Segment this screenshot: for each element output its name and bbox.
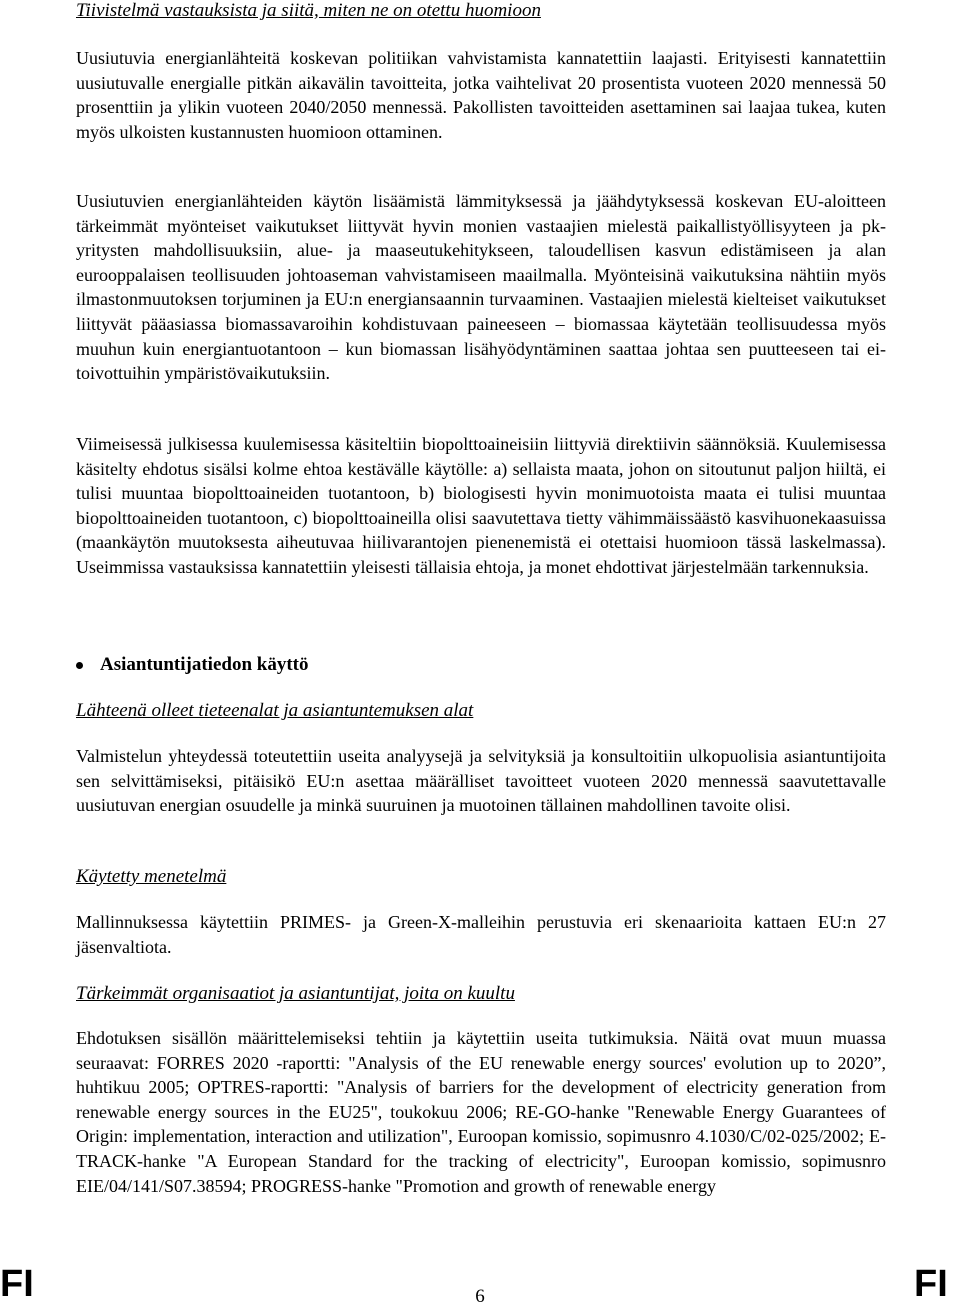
summary-paragraph-3: Viimeisessä julkisessa kuulemisessa käsiteltiin biopolttoaineisiin liittyviä direktiivin säännöksiä. Kuulemisessa käsitelty ehdotus sisälsi kolme ehtoa kestävälle käytölle: a) sellaista maata, johon on sitoutunut paljon hiiltä, ei tulisi muuntaa biopolttoaineiden tuotantoon, b) biologisesti hyvin monimuotoista maata ei tulisi muuntaa biopolttoaineiden tuotantoon, c) biopolttoaineilla olisi saavutettava tietty vähimmäissäästö kasvihuonekaasuissa (maankäytön muutoksesta aiheutuvaa hiilivarantojen pienenemistä ei otettaisi huomioon tässä laskelmassa). Useimmissa vastauksissa kannatettiin yleisesti tällaisia ehtoja, ja monet ehdottivat järjestelmään tarkennuksia. [76, 434, 886, 577]
summary-paragraph-1: Uusiutuvia energianlähteitä koskevan politiikan vahvistamista kannatettiin laajasti. Erityisesti kannatettiin uusiutuvalle energialle pitkän aikavälin tavoitteita, jotka vaihtelivat 20 prosentista vuoteen 2020 mennessä 50 prosenttiin ja ylikin vuoteen 2040/2050 mennessä. Pakollisten tavoitteiden asettaminen sai laajaa tukea, kuten myös ulkoisten kustannusten huomioon ottaminen. [76, 48, 886, 142]
disciplines-heading: Lähteenä olleet tieteenalat ja asiantuntemuksen alat [76, 700, 474, 721]
method-paragraph: Mallinnuksessa käytettiin PRIMES- ja Green-X-malleihin perustuvia eri skenaarioita kattaen EU:n 27 jäsenvaltiota. [76, 912, 886, 957]
expertise-bullet [76, 653, 309, 677]
summary-paragraph-2: Uusiutuvien energianlähteiden käytön lisäämistä lämmityksessä ja jäähdytyksessä koskevan EU-aloitteen tärkeimmät myönteiset vaikutukset liittyvät hyvin monien vastaajien mielestä paikallistyöllisyyteen ja pk-yritysten mahdollisuuksiin, alue- ja maaseutukehitykseen, taloudellisen kasvun edistämiseen ja alan eurooppalaisen teollisuuden johtoaseman vahvistamiseen maailmalla. Myönteisinä vaikutuksina nähtiin myös ilmastonmuutoksen torjuminen ja EU:n energiansaannin turvaaminen. Vastaajien mielestä kielteiset vaikutukset liittyvät pääasiassa biomassavaroihin kohdistuvaan paineeseen – biomassaa käytetään teollisuudessa myös muuhun kuin energiantuotantoon – kun biomassan lisähyödyntäminen saattaa johtaa sen puutteeseen tai ei-toivottuihin ympäristövaikutuksiin. [76, 191, 886, 384]
disciplines-paragraph: Valmistelun yhteydessä toteutettiin useita analyysejä ja selvityksiä ja konsultoitiin ulkopuolisia asiantuntijoita sen selvittämiseksi, pitäisikö EU:n asettaa määrälliset tavoitteet vuoteen 2020 mennessä saavutettavalle uusiutuvan energian osuudelle ja minkä suuruinen ja muotoinen tällainen mahdollinen tavoite olisi. [76, 746, 886, 816]
summary-heading: Tiivistelmä vastauksista ja siitä, miten ne on otettu huomioon [76, 0, 541, 21]
bullet-icon [76, 662, 83, 669]
page-number: 6 [475, 1286, 485, 1307]
expertise-bullet-label: Asiantuntijatiedon käyttö [100, 654, 309, 675]
method-heading: Käytetty menetelmä [76, 866, 227, 887]
organisations-paragraph: Ehdotuksen sisällön määrittelemiseksi tehtiin ja käytettiin useita tutkimuksia. Näitä ovat muun muassa seuraavat: FORRES 2020 -raportti: "Analysis of the EU renewable energy sources' evolution up to 2020”, huhtikuu 2005; OPTRES-raportti: "Analysis of barriers for the development of electricity generation from renewable energy sources in the EU25", toukokuu 2006; RE-GO-hanke "Renewable Energy Guarantees of Origin: implementation, interaction and utilization", Euroopan komissio, sopimusnro 4.1030/C/02-025/2002; E-TRACK-hanke "A European Standard for the tracking of electricity", Euroopan komissio, sopimusnro EIE/04/141/S07.38594; PROGRESS-hanke "Promotion and growth of renewable energy [76, 1028, 886, 1196]
footer-language-right: FI [914, 1263, 948, 1305]
footer-language-left: FI [0, 1263, 34, 1305]
organisations-heading: Tärkeimmät organisaatiot ja asiantuntijat, joita on kuultu [76, 983, 515, 1004]
